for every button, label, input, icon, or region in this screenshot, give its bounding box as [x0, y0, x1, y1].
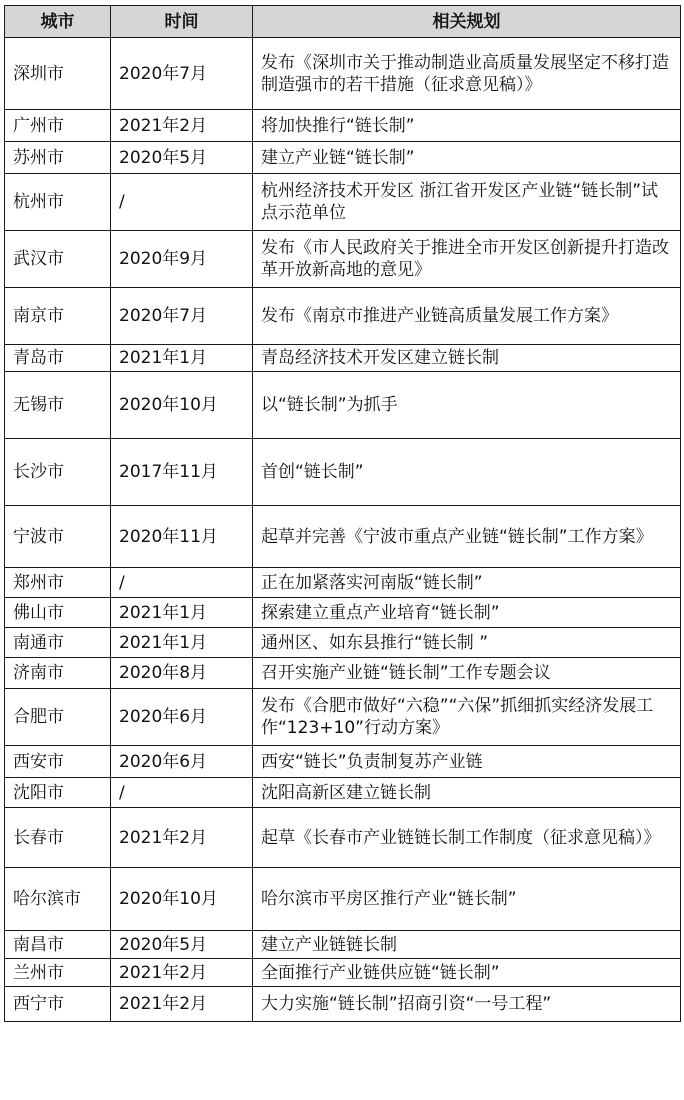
cell-city: 杭州市	[5, 174, 111, 231]
table-row	[5, 174, 681, 231]
cell-time: /	[111, 174, 253, 231]
cell-city: 青岛市	[5, 345, 111, 372]
cell-time: 2020年9月	[111, 231, 253, 288]
header-row	[5, 6, 681, 38]
table-header	[5, 6, 681, 38]
table-row	[5, 439, 681, 506]
cell-plan: 将加快推行“链长制”	[253, 110, 681, 142]
cell-city: 深圳市	[5, 38, 111, 110]
cell-plan: 沈阳高新区建立链长制	[253, 778, 681, 808]
cell-time: 2020年10月	[111, 372, 253, 439]
table-body	[5, 38, 681, 1022]
cell-plan: 正在加紧落实河南版“链长制”	[253, 568, 681, 598]
cell-plan: 起草并完善《宁波市重点产业链“链长制”工作方案》	[253, 506, 681, 568]
cell-city: 宁波市	[5, 506, 111, 568]
cell-city: 苏州市	[5, 142, 111, 174]
cell-time: 2021年2月	[111, 110, 253, 142]
cell-time: 2020年5月	[111, 931, 253, 959]
table-row	[5, 778, 681, 808]
cell-plan: 探索建立重点产业培育“链长制”	[253, 598, 681, 628]
cell-plan: 哈尔滨市平房区推行产业“链长制”	[253, 868, 681, 931]
cell-city: 南通市	[5, 628, 111, 658]
cell-time: 2020年11月	[111, 506, 253, 568]
cell-plan: 全面推行产业链供应链“链长制”	[253, 959, 681, 987]
cell-city: 长春市	[5, 808, 111, 868]
cell-plan: 以“链长制”为抓手	[253, 372, 681, 439]
table-row	[5, 568, 681, 598]
cell-time: 2020年6月	[111, 689, 253, 746]
cell-city: 合肥市	[5, 689, 111, 746]
cell-time: 2021年1月	[111, 628, 253, 658]
table-row	[5, 987, 681, 1022]
cell-plan: 发布《深圳市关于推动制造业高质量发展坚定不移打造制造强市的若干措施（征求意见稿）》	[253, 38, 681, 110]
table-row	[5, 288, 681, 345]
table-row	[5, 959, 681, 987]
cell-city: 武汉市	[5, 231, 111, 288]
header-plan: 相关规划	[253, 6, 681, 38]
cell-city: 长沙市	[5, 439, 111, 506]
header-city: 城市	[5, 6, 111, 38]
cell-time: 2020年6月	[111, 746, 253, 778]
cell-city: 哈尔滨市	[5, 868, 111, 931]
cell-plan: 发布《南京市推进产业链高质量发展工作方案》	[253, 288, 681, 345]
cell-plan: 发布《市人民政府关于推进全市开发区创新提升打造改革开放新高地的意见》	[253, 231, 681, 288]
table-row	[5, 506, 681, 568]
table-row	[5, 868, 681, 931]
cell-city: 南昌市	[5, 931, 111, 959]
cell-time: /	[111, 568, 253, 598]
cell-time: /	[111, 778, 253, 808]
table-row	[5, 142, 681, 174]
cell-time: 2017年11月	[111, 439, 253, 506]
cell-plan: 召开实施产业链“链长制”工作专题会议	[253, 658, 681, 689]
table-row	[5, 658, 681, 689]
cell-city: 西宁市	[5, 987, 111, 1022]
cell-time: 2021年2月	[111, 959, 253, 987]
cell-time: 2020年10月	[111, 868, 253, 931]
cell-time: 2021年2月	[111, 808, 253, 868]
header-time: 时间	[111, 6, 253, 38]
table-row	[5, 345, 681, 372]
city-policy-table	[4, 5, 681, 1022]
cell-city: 无锡市	[5, 372, 111, 439]
table-row	[5, 628, 681, 658]
cell-time: 2021年2月	[111, 987, 253, 1022]
cell-plan: 大力实施“链长制”招商引资“一号工程”	[253, 987, 681, 1022]
cell-plan: 通州区、如东县推行“链长制 ”	[253, 628, 681, 658]
cell-plan: 发布《合肥市做好“六稳”“六保”抓细抓实经济发展工作“123+10”行动方案》	[253, 689, 681, 746]
cell-plan: 杭州经济技术开发区 浙江省开发区产业链“链长制”试点示范单位	[253, 174, 681, 231]
cell-city: 郑州市	[5, 568, 111, 598]
cell-plan: 青岛经济技术开发区建立链长制	[253, 345, 681, 372]
cell-time: 2020年8月	[111, 658, 253, 689]
cell-city: 济南市	[5, 658, 111, 689]
table-row	[5, 598, 681, 628]
table-row	[5, 110, 681, 142]
table-row	[5, 372, 681, 439]
cell-plan: 建立产业链“链长制”	[253, 142, 681, 174]
cell-city: 佛山市	[5, 598, 111, 628]
cell-time: 2020年5月	[111, 142, 253, 174]
cell-time: 2021年1月	[111, 598, 253, 628]
cell-plan: 建立产业链链长制	[253, 931, 681, 959]
table-row	[5, 38, 681, 110]
table-row	[5, 231, 681, 288]
cell-time: 2021年1月	[111, 345, 253, 372]
cell-city: 兰州市	[5, 959, 111, 987]
table-row	[5, 931, 681, 959]
cell-plan: 西安“链长”负责制复苏产业链	[253, 746, 681, 778]
table-row	[5, 689, 681, 746]
cell-time: 2020年7月	[111, 38, 253, 110]
cell-city: 广州市	[5, 110, 111, 142]
cell-city: 南京市	[5, 288, 111, 345]
table-row	[5, 746, 681, 778]
cell-city: 西安市	[5, 746, 111, 778]
cell-plan: 起草《长春市产业链链长制工作制度（征求意见稿）》	[253, 808, 681, 868]
cell-time: 2020年7月	[111, 288, 253, 345]
cell-plan: 首创“链长制”	[253, 439, 681, 506]
table-row	[5, 808, 681, 868]
cell-city: 沈阳市	[5, 778, 111, 808]
